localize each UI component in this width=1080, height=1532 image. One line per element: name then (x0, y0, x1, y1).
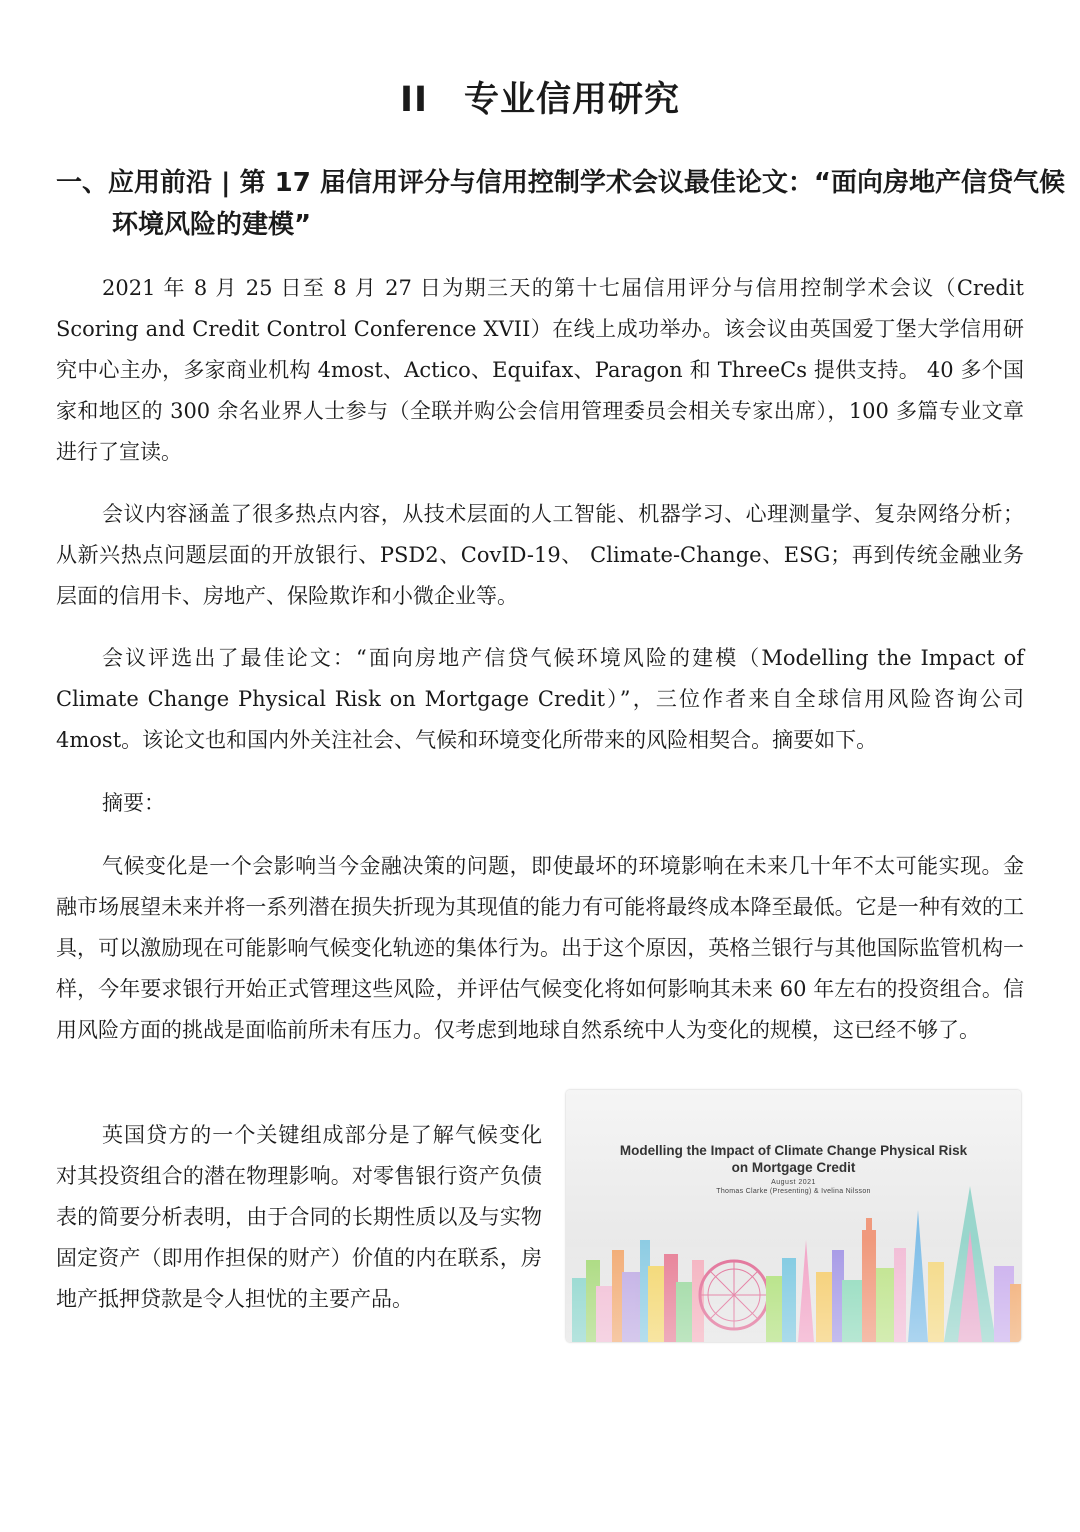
cover-title: Modelling the Impact of Climate Change Physical Risk on Mortgage Credit (619, 1143, 968, 1175)
skyline-illustration (566, 1090, 1021, 1342)
paragraph-conference-intro: 2021 年 8 月 25 日至 8 月 27 日为期三天的第十七届信用评分与信用控制学术会议（Credit Scoring and Credit Control Conference XVII）在线上成功举办。该会议由英国爱丁堡大学信用研究中心主办，多家商业机构 4most、Actico、Equifax、Paragon 和 ThreeCs 提供支持。 40 多个国家和地区的 300 余名业界人士参与（全联并购公会信用管理委员会相关专家出席），100 多篇专业文章进行了宣读。 (56, 276, 1024, 464)
cover-authors: Thomas Clarke (Presenting) & Ivelina Nilsson (716, 1188, 871, 1195)
paragraph-uk-lenders: 英国贷方的一个关键组成部分是了解气候变化对其投资组合的潜在物理影响。对零售银行资产负债表的简要分析表明，由于合同的长期性质以及与实物固定资产（即用作担保的财产）价值的内在联系，房地产抵押贷款是令人担忧的主要产品。 (56, 1123, 542, 1311)
paragraph-abstract: 气候变化是一个会影响当今金融决策的问题，即使最坏的环境影响在未来几十年不太可能实现。金融市场展望未来并将一系列潜在损失折现为其现值的能力有可能将最终成本降至最低。它是一种有效的工具，可以激励现在可能影响气候变化轨迹的集体行为。出于这个原因，英格兰银行与其他国际监管机构一样，今年要求银行开始正式管理这些风险，并评估气候变化将如何影响其未来 60 年左右的投资组合。信用风险方面的挑战是面临前所未有压力。仅考虑到地球自然系统中人为变化的规模，这已经不够了。 (56, 854, 1024, 1042)
part-heading (0, 72, 1080, 122)
part-title: 专业信用研究 (464, 80, 681, 120)
cover-text-block (566, 1142, 1021, 1195)
part-number: II (399, 80, 429, 120)
section-title: 一、应用前沿 | 第 17 届信用评分与信用控制学术会议最佳论文：“面向房地产信贷气候环境风险的建模” (56, 168, 1065, 240)
paragraph-best-paper: 会议评选出了最佳论文：“面向房地产信贷气候环境风险的建模（Modelling the Impact of Climate Change Physical Risk on Mortgage Credit）”，三位作者来自全球信用风险咨询公司 4most。该论文也和国内外关注社会、气候和环境变化所带来的风险相契合。摘要如下。 (56, 646, 1024, 752)
paragraph-conference-topics: 会议内容涵盖了很多热点内容，从技术层面的人工智能、机器学习、心理测量学、复杂网络分析；从新兴热点问题层面的开放银行、PSD2、CovID-19、 Climate-Change、ESG；再到传统金融业务层面的信用卡、房地产、保险欺诈和小微企业等。 (56, 502, 1024, 608)
paper-cover-image (566, 1090, 1021, 1342)
abstract-label: 摘要： (102, 791, 165, 815)
cover-date: August 2021 (771, 1179, 816, 1186)
